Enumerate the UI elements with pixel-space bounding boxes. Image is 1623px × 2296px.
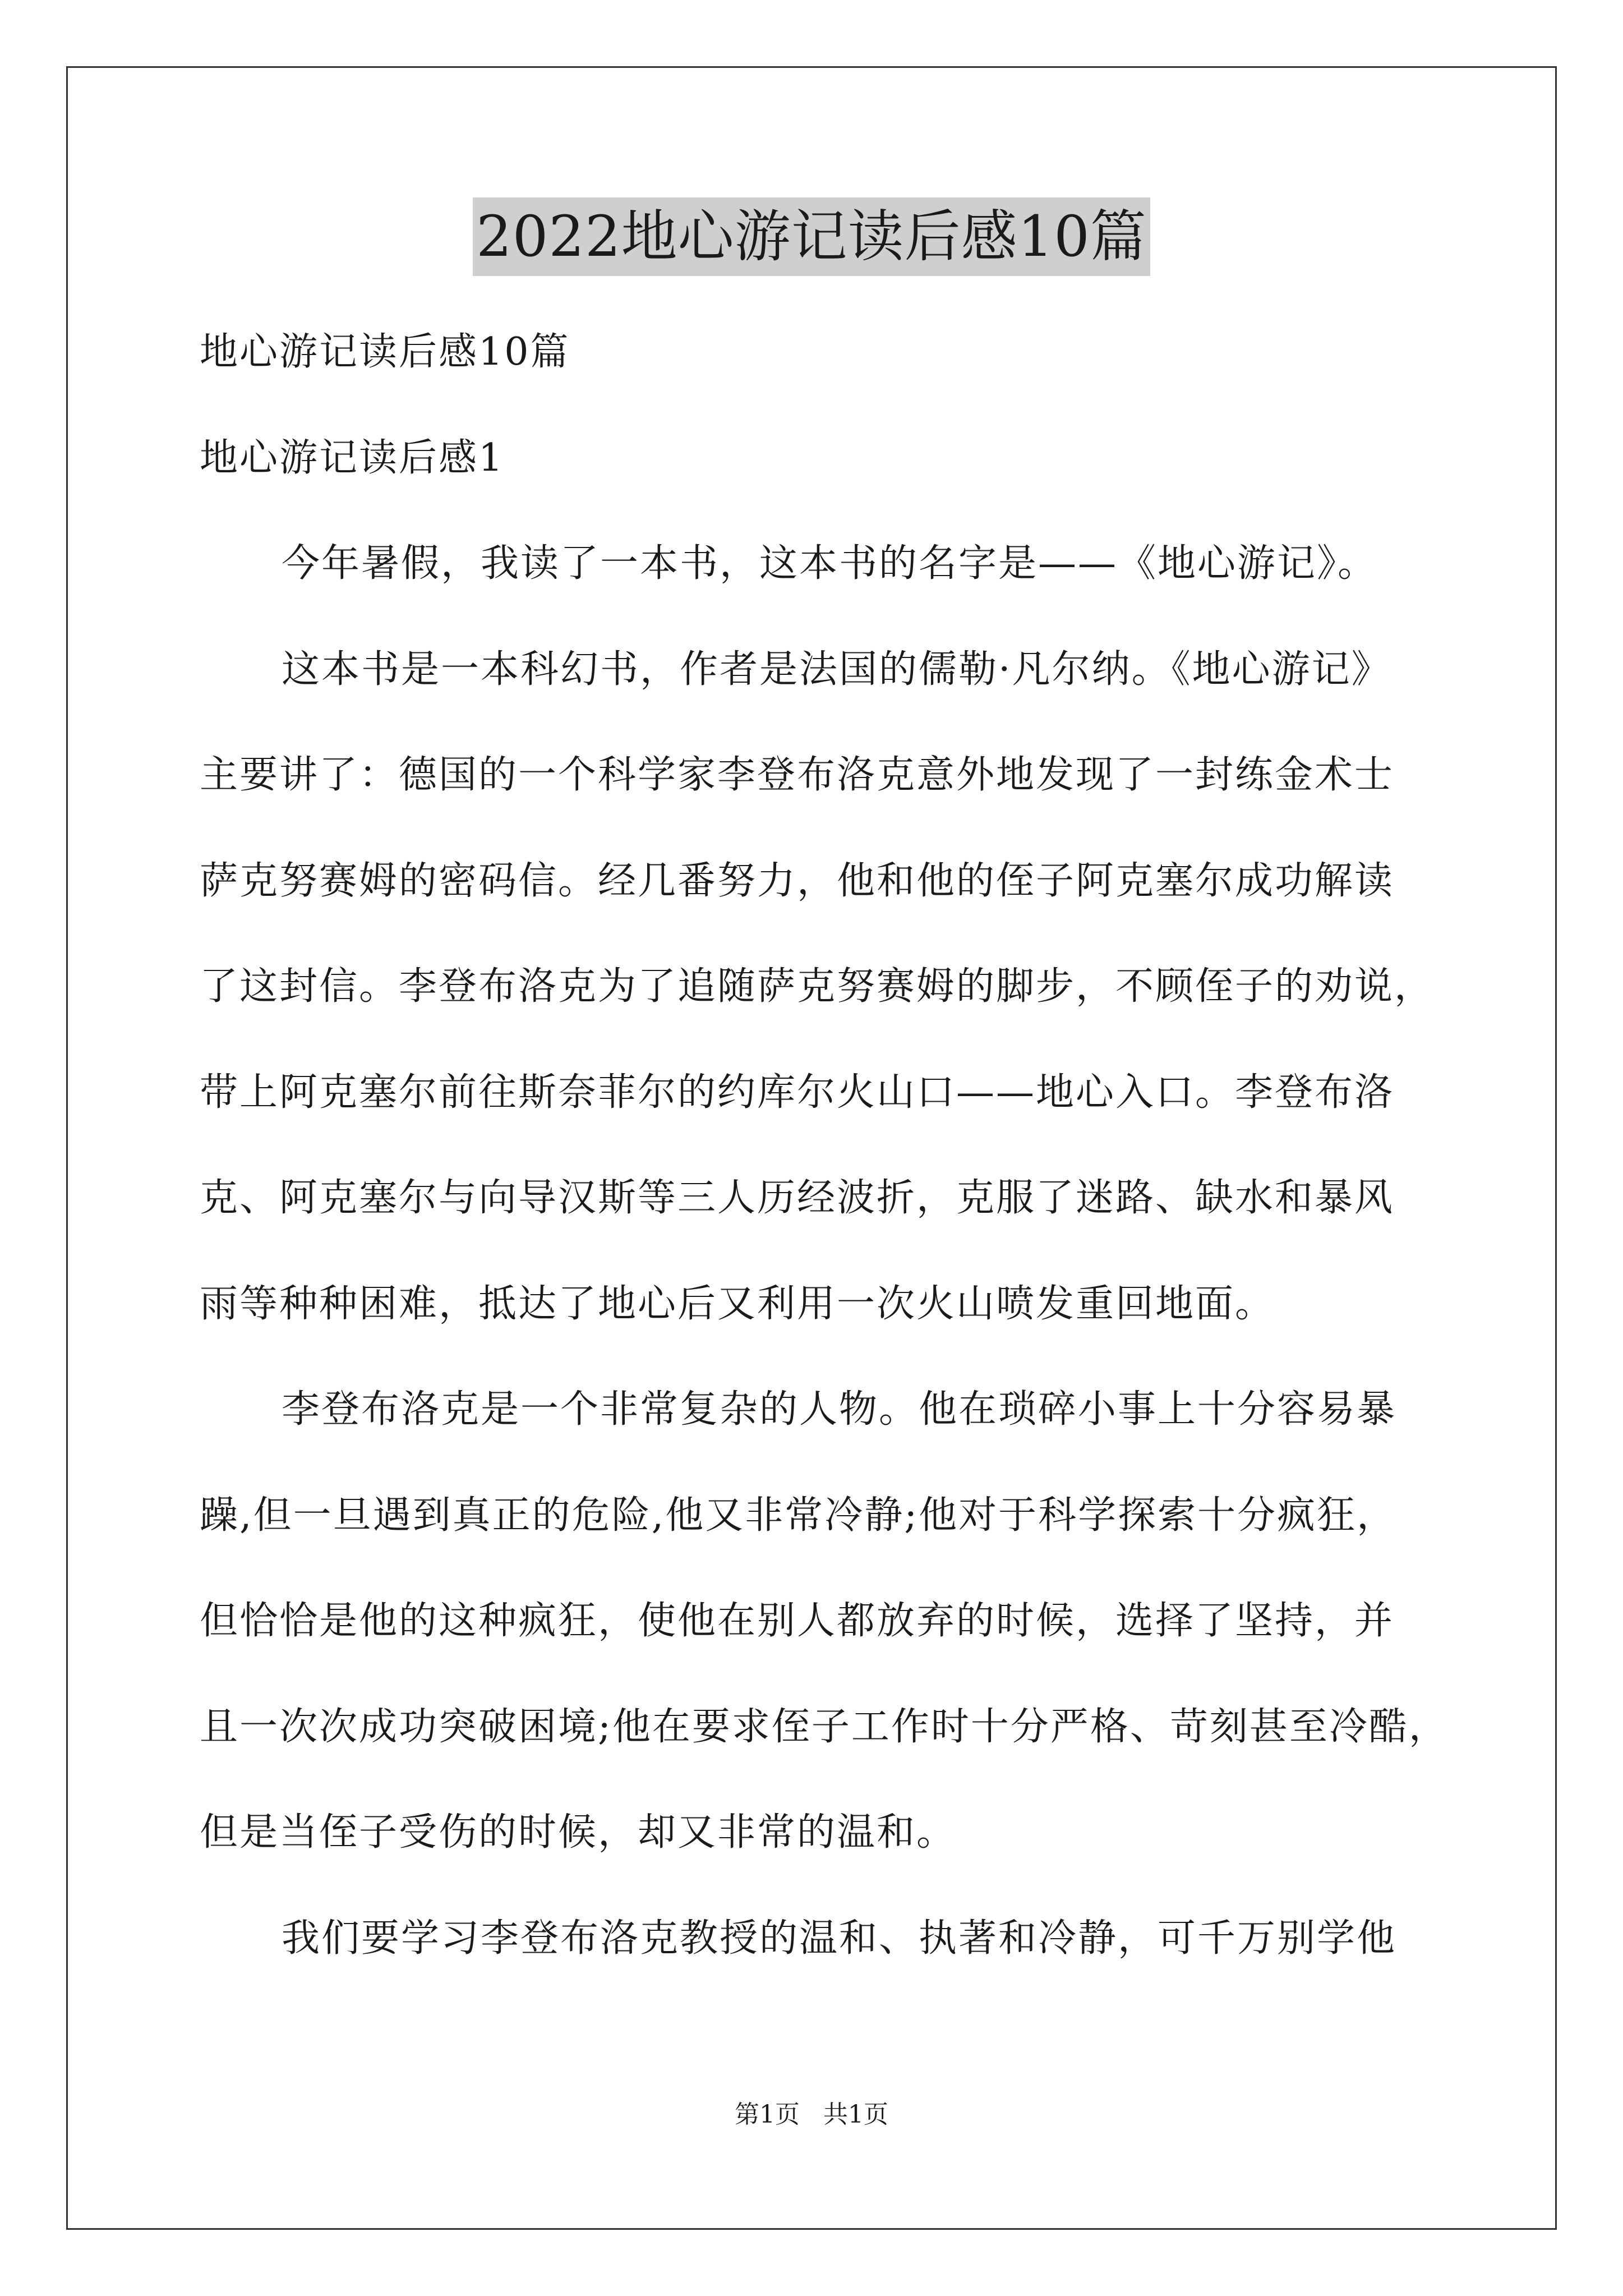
paragraph-line: 克、阿克塞尔与向导汉斯等三人历经波折，克服了迷路、缺水和暴风 [200, 1176, 1395, 1220]
paragraph-line: 今年暑假，我读了一本书，这本书的名字是——《地心游记》。 [282, 541, 1378, 586]
paragraph-line: 主要讲了：德国的一个科学家李登布洛克意外地发现了一封练金术士 [200, 753, 1395, 797]
paragraph-line: 但恰恰是他的这种疯狂，使他在别人都放弃的时候，选择了坚持，并 [200, 1599, 1395, 1643]
paragraph-line: 李登布洛克是一个非常复杂的人物。他在琐碎小事上十分容易暴 [282, 1387, 1397, 1432]
paragraph-line: 了这封信。李登布洛克为了追随萨克努赛姆的脚步，不顾侄子的劝说， [200, 964, 1435, 1009]
section-heading: 地心游记读后感1 [200, 435, 505, 480]
paragraph-line: 躁,但一旦遇到真正的危险,他又非常冷静;他对于科学探索十分疯狂， [200, 1493, 1397, 1538]
document-body [200, 300, 1449, 1991]
page-footer: 第1页 共1页 [735, 2100, 888, 2129]
subtitle-line: 地心游记读后感10篇 [200, 330, 570, 374]
paragraph-line: 但是当侄子受伤的时候，却又非常的温和。 [200, 1810, 957, 1855]
paragraph-line: 萨克努赛姆的密码信。经几番努力，他和他的侄子阿克塞尔成功解读 [200, 858, 1395, 903]
paragraph-line: 这本书是一本科幻书，作者是法国的儒勒·凡尔纳。《地心游记》 [282, 647, 1391, 692]
document-title: 2022地心游记读后感10篇 [473, 197, 1150, 276]
paragraph-line: 带上阿克塞尔前往斯奈菲尔的约库尔火山口——地心入口。李登布洛 [200, 1070, 1395, 1115]
title-container [0, 197, 1623, 276]
paragraph-line: 雨等种种困难，抵达了地心后又利用一次火山喷发重回地面。 [200, 1281, 1275, 1326]
paragraph-line: 且一次次成功突破困境;他在要求侄子工作时十分严格、苛刻甚至冷酷， [200, 1704, 1449, 1749]
paragraph-line: 我们要学习李登布洛克教授的温和、执著和冷静，可千万别学他 [282, 1916, 1397, 1961]
